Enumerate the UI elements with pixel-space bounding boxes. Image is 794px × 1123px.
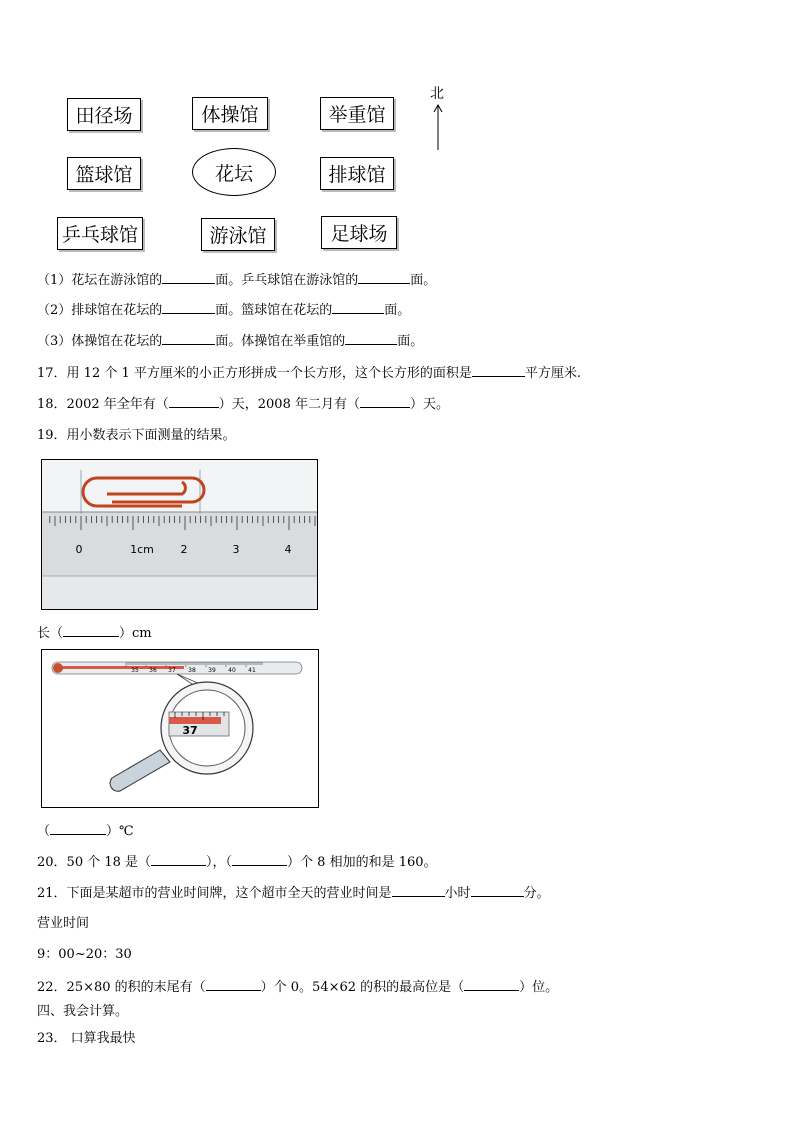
thermo-label-36: 36	[149, 667, 157, 674]
thermo-label-39: 39	[208, 667, 216, 674]
map-box-volleyball-hall: 排球馆	[320, 157, 394, 190]
length-answer: 长（ ）cm	[37, 626, 152, 641]
question-22: 22．25×80 的积的末尾有（ ）个 0。54×62 的积的最高位是（ ）位。	[37, 980, 559, 995]
map-box-swimming-hall: 游泳馆	[201, 218, 275, 251]
north-arrow-icon	[432, 102, 444, 152]
temperature-answer: （ ）℃	[37, 824, 134, 839]
question-19-title: 19．用小数表示下面测量的结果。	[37, 428, 236, 443]
question-20: 20．50 个 18 是（ ），（ ）个 8 相加的和是 160。	[37, 855, 437, 870]
thermo-label-40: 40	[228, 667, 236, 674]
thermo-label-35: 35	[131, 667, 139, 674]
map-box-football-field: 足球场	[321, 216, 397, 249]
map-box-table-tennis-hall: 乒乓球馆	[57, 217, 143, 250]
map-box-weightlifting-hall: 举重馆	[320, 97, 394, 130]
ruler-figure	[41, 459, 318, 610]
ruler-paperclip-svg	[42, 460, 317, 609]
thermometer-svg	[42, 650, 318, 807]
thermo-label-41: 41	[248, 667, 256, 674]
ruler-label-1: 1cm	[130, 543, 154, 556]
question-18: 18．2002 年全年有（ ）天，2008 年二月有（ ）天。	[37, 397, 449, 412]
map-box-basketball-hall: 篮球馆	[67, 157, 141, 190]
question-17: 17．用 12 个 1 平方厘米的小正方形拼成一个长方形，这个长方形的面积是 平方厘米.	[37, 366, 582, 381]
thermo-label-38: 38	[188, 667, 196, 674]
question-23: 23． 口算我最快	[37, 1031, 136, 1046]
map-flower-bed: 花坛	[192, 148, 276, 196]
ruler-label-3: 3	[232, 543, 240, 556]
map-box-track-field: 田径场	[67, 98, 141, 131]
question-21: 21．下面是某超市的营业时间牌，这个超市全天的营业时间是 小时 分。	[37, 886, 550, 901]
magnified-37-label: 37	[182, 724, 198, 737]
sign-hours: 9：00~20：30	[37, 947, 132, 962]
thermometer-figure	[41, 649, 319, 808]
q16-line-1: （1）花坛在游泳馆的 面。乒乓球馆在游泳馆的 面。	[37, 273, 437, 288]
ruler-label-4: 4	[284, 543, 292, 556]
thermo-label-37: 37	[168, 667, 176, 674]
sign-title: 营业时间	[37, 916, 90, 931]
q16-line-2: （2）排球馆在花坛的 面。篮球馆在花坛的 面。	[37, 303, 411, 318]
ruler-label-2: 2	[180, 543, 188, 556]
ruler-label-0: 0	[75, 543, 83, 556]
section-4-heading: 四、我会计算。	[37, 1004, 129, 1019]
map-box-gymnastics-hall: 体操馆	[192, 97, 268, 130]
q16-line-3: （3）体操馆在花坛的 面。体操馆在举重馆的 面。	[37, 334, 424, 349]
north-label: 北	[430, 86, 444, 102]
